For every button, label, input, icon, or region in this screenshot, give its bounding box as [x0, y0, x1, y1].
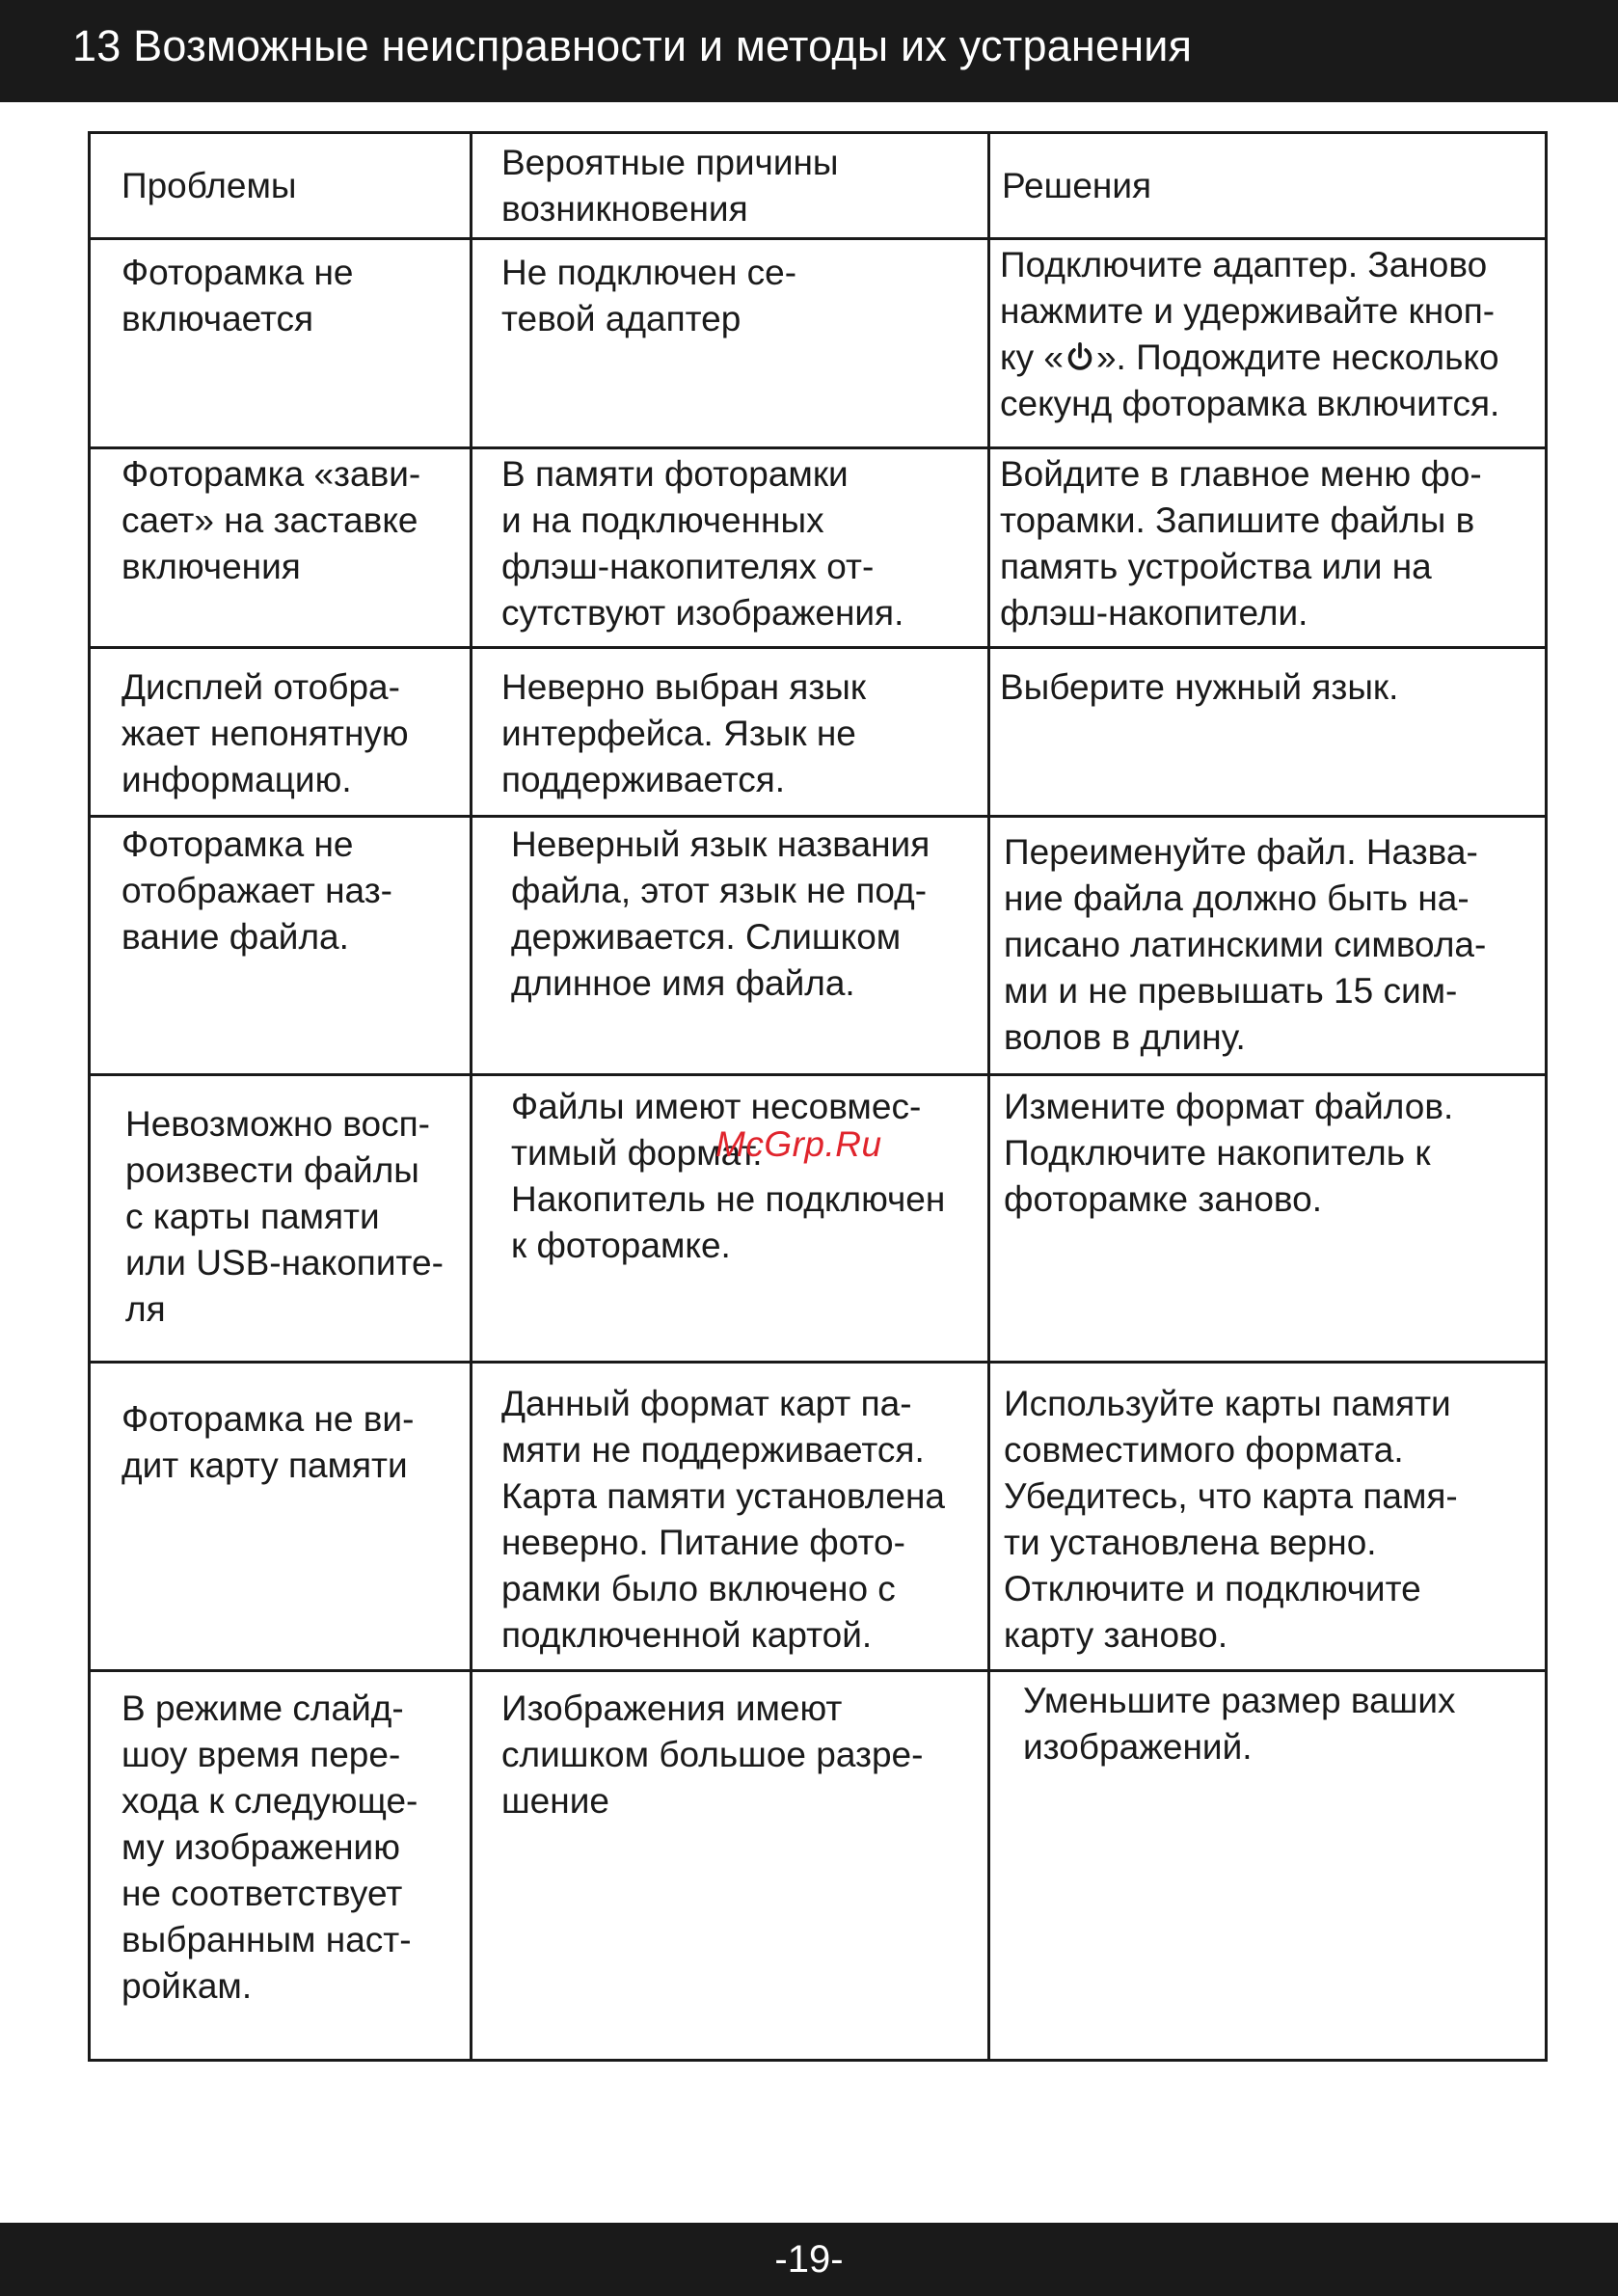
solution-cell: Уменьшите размер ваших изображений. [989, 1671, 1547, 2061]
table-header-row [90, 133, 1547, 239]
cause-cell: Файлы имеют несовмес- тимый формат. Накопитель не подключен к фоторамке. [472, 1075, 989, 1363]
solution-cell: Подключите адаптер. Заново нажмите и удерживайте кноп- ку « ». Подождите несколько секунд фоторамка включится. [989, 239, 1547, 448]
table-row [90, 1363, 1547, 1671]
header-bar [0, 0, 1618, 102]
problem-cell: Фоторамка не отображает наз- вание файла. [90, 817, 472, 1075]
cause-cell: Неверный язык названия файла, этот язык не под- держивается. Слишком длинное имя файла. [472, 817, 989, 1075]
cause-cell: В памяти фоторамки и на подключенных флэш-накопителях от- сутствуют изображения. [472, 448, 989, 648]
power-icon [1065, 342, 1094, 373]
table-row [90, 1671, 1547, 2061]
problem-cell: Дисплей отобра- жает непонятную информацию. [90, 648, 472, 817]
page-number: -19- [774, 2238, 844, 2281]
table-row [90, 817, 1547, 1075]
problem-cell: В режиме слайд- шоу время пере- хода к следующе- му изображению не соответствует выбранным наст- ройкам. [90, 1671, 472, 2061]
solution-cell: Измените формат файлов. Подключите накопитель к фоторамке заново. [989, 1075, 1547, 1363]
cause-cell: Неверно выбран язык интерфейса. Язык не поддерживается. [472, 648, 989, 817]
table-row [90, 1075, 1547, 1363]
cause-cell: Не подключен се- тевой адаптер [472, 239, 989, 448]
page-title: 13 Возможные неисправности и методы их устранения [72, 20, 1193, 70]
cause-cell: Изображения имеют слишком большое разре- шение [472, 1671, 989, 2061]
table-row [90, 239, 1547, 448]
footer-bar [0, 2223, 1618, 2296]
cause-cell: Данный формат карт па- мяти не поддерживается. Карта памяти установлена неверно. Питание фото- рамки было включено с подключенной картой. [472, 1363, 989, 1671]
troubleshooting-table [88, 131, 1548, 2062]
solution-cell: Выберите нужный язык. [989, 648, 1547, 817]
problem-cell: Фоторамка не включается [90, 239, 472, 448]
column-header-problems: Проблемы [90, 133, 472, 239]
problem-cell: Фоторамка «зави- сает» на заставке включения [90, 448, 472, 648]
watermark-text: McGrp.Ru [715, 1124, 882, 1164]
solution-cell: Войдите в главное меню фо- торамки. Запишите файлы в память устройства или на флэш-накопители. [989, 448, 1547, 648]
table-row [90, 448, 1547, 648]
problem-cell: Невозможно восп- роизвести файлы с карты памяти или USB-накопите- ля [90, 1075, 472, 1363]
problem-cell: Фоторамка не ви- дит карту памяти [90, 1363, 472, 1671]
table-row [90, 648, 1547, 817]
column-header-causes: Вероятные причины возникновения [472, 133, 989, 239]
solution-cell: Переименуйте файл. Назва- ние файла должно быть на- писано латинскими символа- ми и не превышать 15 сим- волов в длину. [989, 817, 1547, 1075]
solution-cell: Используйте карты памяти совместимого формата. Убедитесь, что карта памя- ти установлена верно. Отключите и подключите карту заново. [989, 1363, 1547, 1671]
column-header-solutions: Решения [989, 133, 1547, 239]
